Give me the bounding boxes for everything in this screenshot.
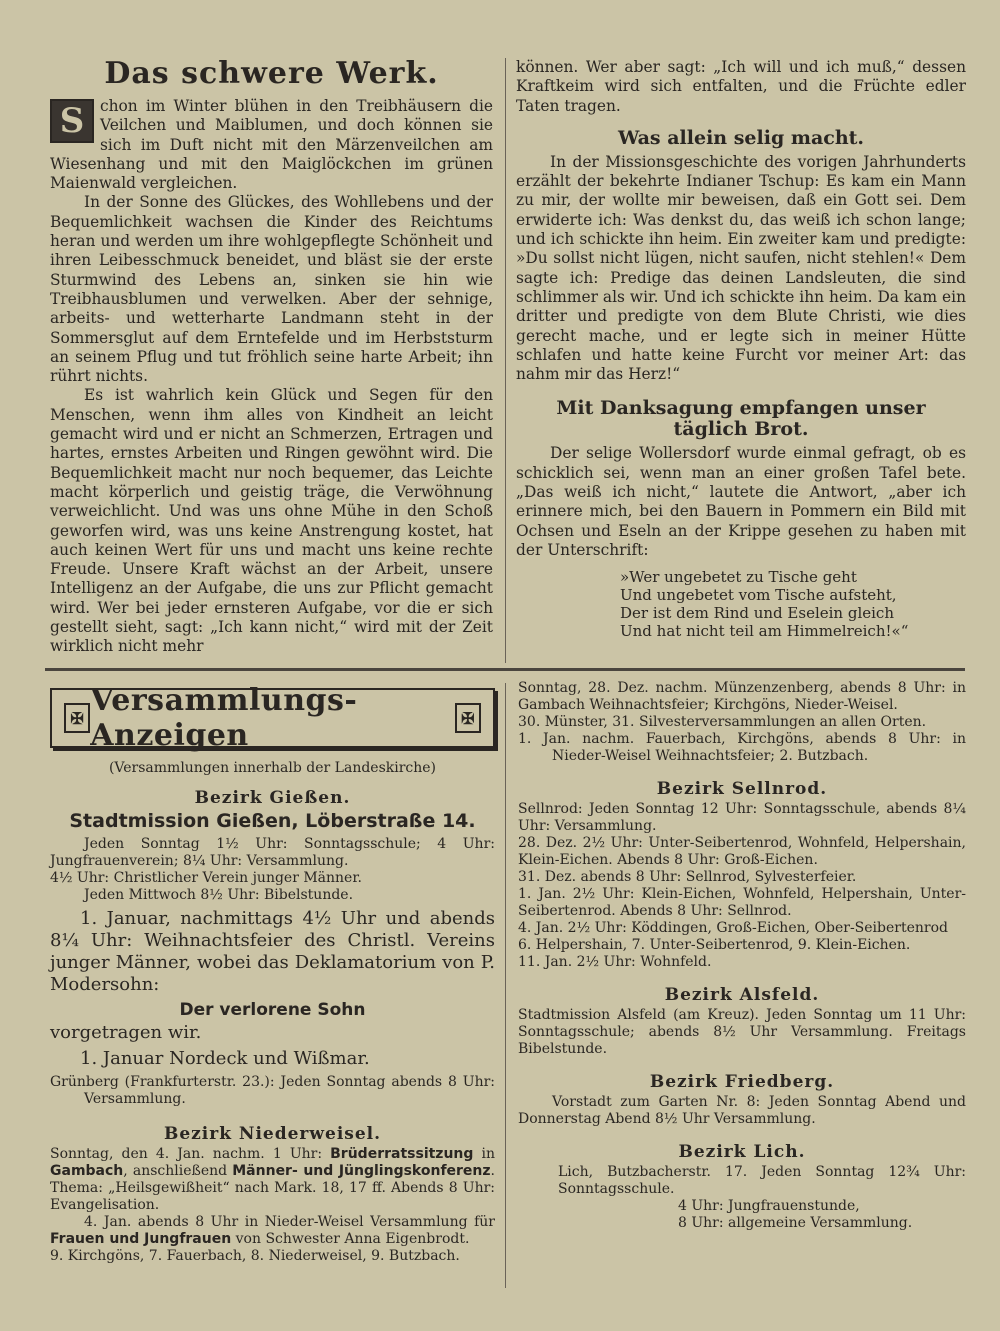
poem [620, 568, 966, 640]
notice-big: 1. Januar Nordeck und Wißmar. [80, 1048, 370, 1069]
column-divider [505, 58, 506, 663]
notices-right [518, 680, 966, 1232]
district-heading: Bezirk Gießen. [194, 788, 351, 808]
notice-line: 1. Jan. nachm. Fauerbach, Kirchgöns, abends 8 Uhr: in Nieder-Weisel Weihnachtsfeier; 2. Butzbach. [518, 731, 966, 764]
notice-line: Jeden Sonntag 1½ Uhr: Sonntagsschule; 4 Uhr: Jungfrauenverein; 8¼ Uhr: Versammlung. [50, 836, 495, 869]
ornament-icon: ✠ [455, 703, 481, 733]
article-paragraph: Der selige Wollersdorf wurde einmal gefragt, ob es schicklich sei, wenn man an einer großen Tafel bete. „Das weiß ich nicht,“ lautete die Antwort, „aber ich erinnere mich, bei den Bauern in Pommern ein Bild mit Ochsen und Eseln an der Krippe gesehen zu haben mit der Unterschrift: [516, 444, 966, 559]
notice-line: 4. Jan. abends 8 Uhr in Nieder-Weisel Versammlung für Frauen und Jungfrauen von Schwester Anna Eigenbrodt. [50, 1214, 495, 1247]
district-heading: Bezirk Lich. [678, 1142, 806, 1162]
notice-line: 6. Helpershain, 7. Unter-Seibertenrod, 9. Klein-Eichen. [518, 937, 911, 953]
article-paragraph: In der Missionsgeschichte des vorigen Jahrhunderts erzählt der bekehrte Indianer Tschup: Es kam ein Mann zu mir, der wollte mir beweisen, daß ein Gott sei. Dem erwiderte ich: Was denkst du, das weiß ich schon lange; und ich schickte ihn heim. Ein zweiter kam und predigte: »Du sollst nicht lügen, nicht saufen, nicht stehlen!« Dem sagte ich: Predige das deinen Landsleuten, die sind schlimmer als wir. Und ich schickte ihn heim. Da kam ein dritter und predigte von dem Blute Christi, wie dies gerecht mache, und er legte sich in meiner Hütte schlafen und hatte keine Furcht vor meiner Art: das nahm mir das Herz!“ [516, 152, 966, 384]
notice-line: Grünberg (Frankfurterstr. 23.): Jeden Sonntag abends 8 Uhr: Versammlung. [50, 1074, 495, 1107]
article-title: Was allein selig macht. [617, 126, 865, 149]
notices-banner [50, 683, 495, 753]
article-paragraph: In der Sonne des Glückes, des Wohllebens und der Bequemlichkeit wachsen die Kinder des Reichtums heran und werden um ihre wohlgepflegte Schönheit und ihren Leibesschmuck beneidet, und bläst sie der erste Sturmwind des Lebens an, sinken sie hin wie Treibhausblumen und verwelken. Aber der sehnige, arbeits- und wetterharte Landmann steht in der Sommersglut auf dem Erntefelde und im Herbststurm an seinem Pflug und tut fröhlich seine harte Arbeit; ihn rührt nichts. [50, 193, 493, 386]
notice-line: 4. Jan. 2½ Uhr: Köddingen, Groß-Eichen, Ober-Seibertenrod [518, 920, 948, 936]
play-title: Der verlorene Sohn [179, 1000, 366, 1020]
notice-line: Lich, Butzbacherstr. 17. Jeden Sonntag 12¾ Uhr: Sonntagsschule. [558, 1164, 966, 1197]
column-divider [505, 683, 506, 1288]
notice-line: 11. Jan. 2½ Uhr: Wohnfeld. [518, 954, 712, 970]
notice-big: vorgetragen wir. [50, 1022, 202, 1043]
notice-line: 30. Münster, 31. Silvesterversammlungen an allen Orten. [518, 714, 927, 730]
article-paragraph-continued: können. Wer aber sagt: „Ich will und ich muß,“ dessen Kraftkeim wird sich entfalten, und die Früchte edler Taten tragen. [516, 58, 966, 115]
article-schwere-werk [50, 56, 493, 657]
notice-big: 1. Januar, nachmittags 4½ Uhr und abends 8¼ Uhr: Weihnachtsfeier des Christl. Vereins junger Männer, wobei das Deklamatorium von P. Modersohn: [50, 908, 495, 995]
notices-subtitle: (Versammlungen innerhalb der Landeskirche) [108, 760, 437, 776]
notice-line: 8 Uhr: allgemeine Versammlung. [678, 1215, 913, 1231]
notice-line: 28. Dez. 2½ Uhr: Unter-Seibertenrod, Wohnfeld, Helpershain, Klein-Eichen. Abends 8 Uhr: Groß-Eichen. [518, 835, 966, 868]
notice-line: 1. Jan. 2½ Uhr: Klein-Eichen, Wohnfeld, Helpershain, Unter-Seibertenrod. Abends 8 Uhr: Sellnrod. [518, 886, 966, 919]
district-heading: Bezirk Sellnrod. [656, 779, 828, 799]
banner-title: Versammlungs-Anzeigen [90, 683, 358, 753]
notice-line: 4½ Uhr: Christlicher Verein junger Männer. [50, 870, 362, 886]
notice-line: Sonntag, 28. Dez. nachm. Münzenzenberg, abends 8 Uhr: in Gambach Weihnachtsfeier; Kirchgöns, Nieder-Weisel. [518, 680, 966, 713]
notices-left [50, 683, 495, 1265]
district-heading: Bezirk Niederweisel. [163, 1124, 382, 1144]
article-paragraph: S chon im Winter blühen in den Treibhäusern die Veilchen und Maiblumen, und doch können sie sich im Duft nicht mit den Märzenveilchen am Wiesenhang und mit den Maiglöckchen im grünen Maienwald vergleichen. [50, 97, 493, 193]
article-title: Mit Danksagung empfangen unser täglich Brot. [556, 397, 926, 441]
poem-line: Und ungebetet vom Tische aufsteht, [620, 586, 897, 605]
dropcap-letter: S [50, 99, 94, 143]
notice-line: Stadtmission Alsfeld (am Kreuz). Jeden Sonntag um 11 Uhr: Sonntagsschule; abends 8½ Uhr Versammlung. Freitags Bibelstunde. [518, 1007, 966, 1057]
poem-line: Der ist dem Rind und Eselein gleich [620, 604, 894, 623]
ornament-icon: ✠ [64, 703, 90, 733]
article-paragraph: Es ist wahrlich kein Glück und Segen für den Menschen, wenn ihm alles von Kindheit an leicht gemacht wird und er nicht an Schmerzen, Ertragen und hartes, ernstes Arbeiten und Ringen gewöhnt wird. Die Bequemlichkeit macht nur noch bequemer, das Leichte macht körperlich und geistig träge, die Verwöhnung verweichlicht. Und was uns ohne Mühe in den Schoß geworfen wird, was uns keine Anstrengung kostet, hat auch keinen Wert für uns und macht uns keine rechte Freude. Unsere Kraft wächst an der Arbeit, unsere Intelligenz an der Aufgabe, die uns zur Pflicht gemacht wird. Wer bei jeder ernsteren Aufgabe, vor die er sich gestellt sieht, sagt: „Ich kann nicht,“ wird mit der Zeit wirklich nicht mehr [50, 386, 493, 656]
poem-line: Und hat nicht teil am Himmelreich!«“ [620, 622, 909, 641]
stadtmission-title: Stadtmission Gießen, Löberstraße 14. [69, 810, 476, 832]
section-divider [45, 668, 965, 671]
notice-line: Vorstadt zum Garten Nr. 8: Jeden Sonntag Abend und Donnerstag Abend 8½ Uhr Versammlung. [518, 1094, 966, 1127]
notice-line: Sellnrod: Jeden Sonntag 12 Uhr: Sonntagsschule, abends 8¼ Uhr: Versammlung. [518, 801, 966, 834]
article-title: Das schwere Werk. [104, 56, 439, 91]
notice-line: 4 Uhr: Jungfrauenstunde, [678, 1198, 860, 1214]
poem-line: »Wer ungebetet zu Tische geht [620, 568, 857, 587]
top-right-column [516, 58, 966, 640]
notice-line: 9. Kirchgöns, 7. Fauerbach, 8. Niederweisel, 9. Butzbach. [50, 1248, 460, 1264]
district-heading: Bezirk Friedberg. [649, 1072, 835, 1092]
notice-line: Jeden Mittwoch 8½ Uhr: Bibelstunde. [84, 887, 354, 903]
district-heading: Bezirk Alsfeld. [664, 985, 820, 1005]
notice-line: Sonntag, den 4. Jan. nachm. 1 Uhr: Brüderratssitzung in Gambach, anschließend Männer- und Jünglingskonferenz. Thema: „Heilsgewißheit“ nach Mark. 18, 17 ff. Abends 8 Uhr: Evangelisation. [50, 1146, 495, 1213]
notice-line: 31. Dez. abends 8 Uhr: Sellnrod, Sylvesterfeier. [518, 869, 857, 885]
